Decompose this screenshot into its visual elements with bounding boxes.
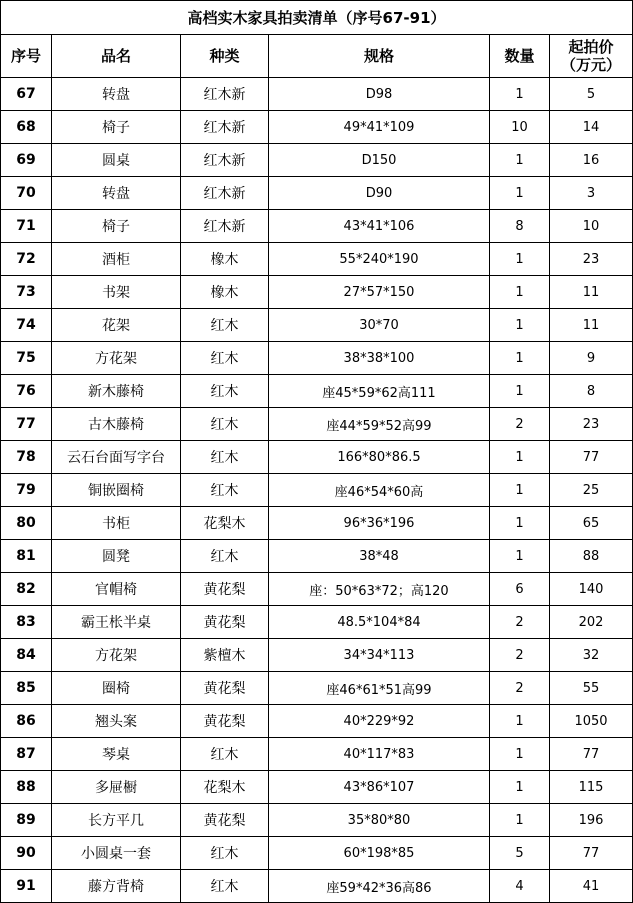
- cell-index: 74: [1, 309, 52, 342]
- cell-kind: 红木: [181, 441, 269, 474]
- cell-name: 酒柜: [52, 243, 181, 276]
- cell-index: 83: [1, 606, 52, 639]
- cell-price: 88: [550, 540, 633, 573]
- cell-index: 89: [1, 804, 52, 837]
- cell-qty: 5: [490, 837, 550, 870]
- cell-name: 琴桌: [52, 738, 181, 771]
- cell-price: 23: [550, 408, 633, 441]
- cell-index: 76: [1, 375, 52, 408]
- cell-index: 86: [1, 705, 52, 738]
- cell-price: 32: [550, 639, 633, 672]
- table-row: [1, 111, 633, 144]
- cell-name: 翘头案: [52, 705, 181, 738]
- cell-price: 11: [550, 309, 633, 342]
- cell-kind: 黄花梨: [181, 573, 269, 606]
- cell-price: 115: [550, 771, 633, 804]
- table-row: [1, 177, 633, 210]
- table-row: [1, 276, 633, 309]
- cell-spec: 座：50*63*72；高120: [269, 573, 490, 606]
- cell-kind: 红木: [181, 309, 269, 342]
- table-row: [1, 210, 633, 243]
- cell-price: 25: [550, 474, 633, 507]
- cell-name: 新木藤椅: [52, 375, 181, 408]
- cell-price: 196: [550, 804, 633, 837]
- cell-name: 椅子: [52, 111, 181, 144]
- cell-index: 69: [1, 144, 52, 177]
- table-row: [1, 870, 633, 903]
- cell-kind: 红木: [181, 408, 269, 441]
- cell-qty: 1: [490, 474, 550, 507]
- cell-index: 68: [1, 111, 52, 144]
- cell-kind: 红木新: [181, 144, 269, 177]
- cell-price: 8: [550, 375, 633, 408]
- cell-qty: 1: [490, 441, 550, 474]
- cell-kind: 红木: [181, 342, 269, 375]
- cell-spec: 60*198*85: [269, 837, 490, 870]
- cell-price: 10: [550, 210, 633, 243]
- table-row: [1, 309, 633, 342]
- table-row: [1, 672, 633, 705]
- header-price: [550, 35, 633, 78]
- cell-price: 202: [550, 606, 633, 639]
- cell-spec: 48.5*104*84: [269, 606, 490, 639]
- header-name: 品名: [52, 35, 181, 78]
- cell-index: 81: [1, 540, 52, 573]
- cell-spec: 43*86*107: [269, 771, 490, 804]
- cell-qty: 1: [490, 375, 550, 408]
- cell-index: 78: [1, 441, 52, 474]
- cell-qty: 1: [490, 309, 550, 342]
- table-row: [1, 78, 633, 111]
- cell-price: 77: [550, 441, 633, 474]
- cell-qty: 2: [490, 639, 550, 672]
- cell-kind: 紫檀木: [181, 639, 269, 672]
- cell-name: 长方平几: [52, 804, 181, 837]
- cell-kind: 红木新: [181, 111, 269, 144]
- cell-price: 16: [550, 144, 633, 177]
- cell-qty: 2: [490, 606, 550, 639]
- cell-spec: 38*48: [269, 540, 490, 573]
- table-row: [1, 837, 633, 870]
- cell-spec: 166*80*86.5: [269, 441, 490, 474]
- cell-kind: 红木: [181, 837, 269, 870]
- cell-name: 花架: [52, 309, 181, 342]
- cell-spec: 座46*54*60高: [269, 474, 490, 507]
- cell-spec: 40*229*92: [269, 705, 490, 738]
- header-price-line1: 起拍价: [568, 38, 614, 56]
- table-row: [1, 375, 633, 408]
- cell-name: 多屉橱: [52, 771, 181, 804]
- table-row: [1, 804, 633, 837]
- cell-price: 1050: [550, 705, 633, 738]
- cell-qty: 1: [490, 144, 550, 177]
- cell-kind: 黄花梨: [181, 804, 269, 837]
- table-row: [1, 342, 633, 375]
- table-row: [1, 573, 633, 606]
- cell-spec: 43*41*106: [269, 210, 490, 243]
- cell-qty: 2: [490, 672, 550, 705]
- cell-price: 23: [550, 243, 633, 276]
- table-row: [1, 639, 633, 672]
- cell-name: 圈椅: [52, 672, 181, 705]
- cell-price: 14: [550, 111, 633, 144]
- cell-kind: 黄花梨: [181, 705, 269, 738]
- cell-index: 72: [1, 243, 52, 276]
- cell-index: 87: [1, 738, 52, 771]
- table-row: [1, 243, 633, 276]
- cell-price: 140: [550, 573, 633, 606]
- cell-name: 官帽椅: [52, 573, 181, 606]
- cell-price: 65: [550, 507, 633, 540]
- cell-spec: 34*34*113: [269, 639, 490, 672]
- cell-name: 椅子: [52, 210, 181, 243]
- cell-spec: D98: [269, 78, 490, 111]
- cell-index: 75: [1, 342, 52, 375]
- cell-name: 书架: [52, 276, 181, 309]
- cell-spec: 55*240*190: [269, 243, 490, 276]
- cell-index: 90: [1, 837, 52, 870]
- cell-qty: 1: [490, 540, 550, 573]
- cell-spec: D150: [269, 144, 490, 177]
- cell-index: 70: [1, 177, 52, 210]
- cell-name: 书柜: [52, 507, 181, 540]
- cell-qty: 1: [490, 177, 550, 210]
- cell-index: 71: [1, 210, 52, 243]
- cell-price: 55: [550, 672, 633, 705]
- cell-kind: 橡木: [181, 276, 269, 309]
- cell-index: 85: [1, 672, 52, 705]
- cell-kind: 花梨木: [181, 507, 269, 540]
- header-index: 序号: [1, 35, 52, 78]
- cell-spec: 49*41*109: [269, 111, 490, 144]
- cell-qty: 1: [490, 243, 550, 276]
- cell-qty: 1: [490, 738, 550, 771]
- cell-qty: 1: [490, 78, 550, 111]
- cell-spec: 38*38*100: [269, 342, 490, 375]
- cell-spec: 35*80*80: [269, 804, 490, 837]
- cell-index: 82: [1, 573, 52, 606]
- cell-index: 77: [1, 408, 52, 441]
- cell-name: 圆凳: [52, 540, 181, 573]
- cell-kind: 红木新: [181, 78, 269, 111]
- table-row: [1, 540, 633, 573]
- cell-name: 转盘: [52, 177, 181, 210]
- cell-name: 霸王枨半桌: [52, 606, 181, 639]
- cell-price: 3: [550, 177, 633, 210]
- cell-qty: 6: [490, 573, 550, 606]
- cell-kind: 红木: [181, 870, 269, 903]
- table-row: [1, 507, 633, 540]
- cell-qty: 1: [490, 804, 550, 837]
- cell-qty: 1: [490, 342, 550, 375]
- cell-qty: 1: [490, 507, 550, 540]
- cell-spec: 座46*61*51高99: [269, 672, 490, 705]
- cell-name: 圆桌: [52, 144, 181, 177]
- cell-kind: 红木: [181, 540, 269, 573]
- table-row: [1, 705, 633, 738]
- cell-qty: 1: [490, 276, 550, 309]
- cell-index: 88: [1, 771, 52, 804]
- table-row: [1, 771, 633, 804]
- cell-kind: 花梨木: [181, 771, 269, 804]
- cell-index: 73: [1, 276, 52, 309]
- table-row: [1, 408, 633, 441]
- cell-price: 77: [550, 837, 633, 870]
- cell-qty: 1: [490, 771, 550, 804]
- table-title: 高档实木家具拍卖清单（序号67-91）: [1, 1, 633, 35]
- cell-index: 79: [1, 474, 52, 507]
- cell-price: 11: [550, 276, 633, 309]
- cell-name: 古木藤椅: [52, 408, 181, 441]
- header-row: [1, 35, 633, 78]
- cell-price: 41: [550, 870, 633, 903]
- cell-name: 铜嵌圈椅: [52, 474, 181, 507]
- cell-index: 84: [1, 639, 52, 672]
- table-row: [1, 606, 633, 639]
- table-row: [1, 144, 633, 177]
- cell-spec: 座44*59*52高99: [269, 408, 490, 441]
- cell-qty: 10: [490, 111, 550, 144]
- cell-index: 80: [1, 507, 52, 540]
- header-spec: 规格: [269, 35, 490, 78]
- table-row: [1, 738, 633, 771]
- cell-index: 67: [1, 78, 52, 111]
- cell-name: 云石台面写字台: [52, 441, 181, 474]
- table-row: [1, 474, 633, 507]
- cell-name: 转盘: [52, 78, 181, 111]
- cell-spec: 30*70: [269, 309, 490, 342]
- cell-spec: D90: [269, 177, 490, 210]
- cell-index: 91: [1, 870, 52, 903]
- cell-spec: 座59*42*36高86: [269, 870, 490, 903]
- cell-name: 藤方背椅: [52, 870, 181, 903]
- cell-kind: 红木: [181, 738, 269, 771]
- cell-kind: 橡木: [181, 243, 269, 276]
- cell-kind: 红木新: [181, 177, 269, 210]
- header-price-line2: （万元）: [561, 56, 622, 74]
- cell-kind: 红木: [181, 375, 269, 408]
- cell-spec: 40*117*83: [269, 738, 490, 771]
- cell-spec: 96*36*196: [269, 507, 490, 540]
- cell-qty: 2: [490, 408, 550, 441]
- cell-qty: 1: [490, 705, 550, 738]
- cell-price: 5: [550, 78, 633, 111]
- table-row: [1, 441, 633, 474]
- cell-price: 77: [550, 738, 633, 771]
- cell-name: 小圆桌一套: [52, 837, 181, 870]
- cell-name: 方花架: [52, 342, 181, 375]
- cell-spec: 座45*59*62高111: [269, 375, 490, 408]
- cell-kind: 红木新: [181, 210, 269, 243]
- cell-kind: 黄花梨: [181, 606, 269, 639]
- header-kind: 种类: [181, 35, 269, 78]
- cell-kind: 红木: [181, 474, 269, 507]
- title-row: [1, 1, 633, 35]
- cell-price: 9: [550, 342, 633, 375]
- cell-spec: 27*57*150: [269, 276, 490, 309]
- cell-qty: 8: [490, 210, 550, 243]
- cell-kind: 黄花梨: [181, 672, 269, 705]
- header-qty: 数量: [490, 35, 550, 78]
- cell-name: 方花架: [52, 639, 181, 672]
- cell-qty: 4: [490, 870, 550, 903]
